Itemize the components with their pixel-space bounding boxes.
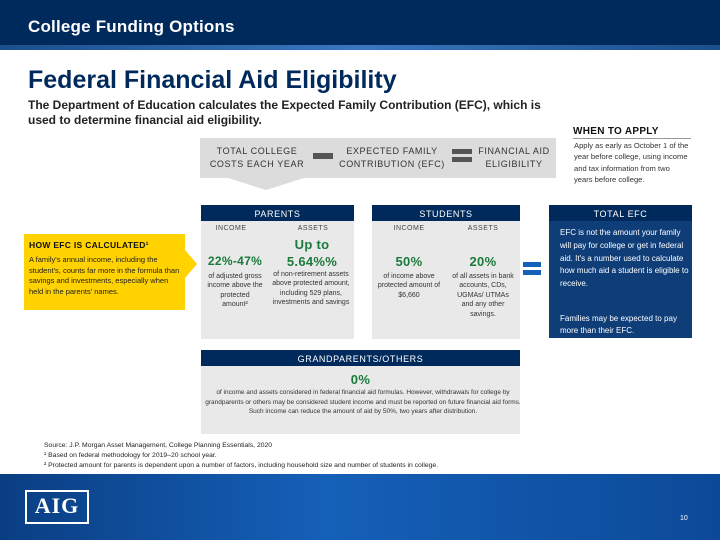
footnote-2: ² Protected amount for parents is dependent upon a number of factors, including household size and number of students in college. xyxy=(44,462,439,470)
students-income-desc: of income above protected amount of $6,660 xyxy=(377,273,441,299)
total-college-costs-label: TOTAL COLLEGE COSTS EACH YEAR xyxy=(209,146,305,169)
parents-assets-value: 5.64%% xyxy=(286,254,338,269)
total-efc-text: EFC is not the amount your family will pay for college or get in federal aid. It's a number used to calculate how much aid a student is eligible to receive. xyxy=(560,228,689,289)
equals-icon-bottom xyxy=(523,270,541,275)
efc-label: EXPECTED FAMILY CONTRIBUTION (EFC) xyxy=(339,146,445,169)
parents-income-value: 22%-47% xyxy=(207,254,263,268)
page-subtitle: The Department of Education calculates the Expected Family Contribution (EFC), which is used to determine financial aid eligibility. xyxy=(28,98,541,127)
source-notes xyxy=(44,441,684,472)
page-number: 10 xyxy=(680,515,688,522)
header-title: College Funding Options xyxy=(28,17,235,36)
financial-aid-eligibility-label: FINANCIAL AID ELIGIBILITY xyxy=(478,146,550,169)
students-assets-desc: of all assets in bank accounts, CDs, UGMAs/ UTMAs and any other savings. xyxy=(452,273,514,318)
students-income-value: 50% xyxy=(395,254,423,269)
parents-heading: PARENTS xyxy=(201,205,354,221)
grandparents-value: 0% xyxy=(350,372,371,387)
students-income-label: INCOME xyxy=(393,225,425,232)
parents-income-desc: of adjusted gross income above the protected amount² xyxy=(207,273,263,309)
footnote-1: ¹ Based on federal methodology for 2019–20 school year. xyxy=(44,452,217,460)
equals-icon-bottom xyxy=(452,157,472,162)
students-assets-label: ASSETS xyxy=(467,225,499,232)
parents-assets-desc: of non-retirement assets above protected amount, including 529 plans, investments and savings xyxy=(272,271,350,307)
parents-assets-label: ASSETS xyxy=(297,225,329,232)
grandparents-desc: of income and assets considered in federal financial aid formulas. However, withdrawals for college by grandparents or others may be considered student income and must be reported on future financial aid forms. Such income can reduce the amount of aid by 50%, two years after distribution. xyxy=(205,389,521,416)
equation-pointer xyxy=(228,178,304,190)
students-assets-value: 20% xyxy=(469,254,497,269)
students-heading: STUDENTS xyxy=(372,205,520,221)
source-line: Source: J.P. Morgan Asset Management, College Planning Essentials, 2020 xyxy=(44,442,273,449)
when-to-apply-text: Apply as early as October 1 of the year before college, using income and tax information from two years before college. xyxy=(574,141,689,185)
page-title: Federal Financial Aid Eligibility xyxy=(28,66,397,94)
grandparents-heading: GRANDPARENTS/OTHERS xyxy=(201,350,520,366)
equals-icon-top xyxy=(452,149,472,154)
aig-logo: AIG xyxy=(34,493,80,518)
total-efc-heading: TOTAL EFC xyxy=(549,205,692,221)
parents-income-label: INCOME xyxy=(215,225,247,232)
footer-bar xyxy=(0,474,720,540)
how-efc-text: A family's annual income, including the student's, counts far more in the formula than savings and investments, especially when held in the parents' names. xyxy=(29,255,180,296)
equals-icon-top xyxy=(523,262,541,267)
header-stripe xyxy=(0,45,720,50)
how-efc-heading: HOW EFC IS CALCULATED¹ xyxy=(29,240,149,250)
how-efc-arrow xyxy=(185,250,197,278)
parents-assets-prefix: Up to xyxy=(294,237,330,252)
divider xyxy=(573,138,691,139)
when-to-apply-heading: WHEN TO APPLY xyxy=(573,126,659,137)
total-efc-text-2: Families may be expected to pay more than their EFC. xyxy=(560,314,677,335)
